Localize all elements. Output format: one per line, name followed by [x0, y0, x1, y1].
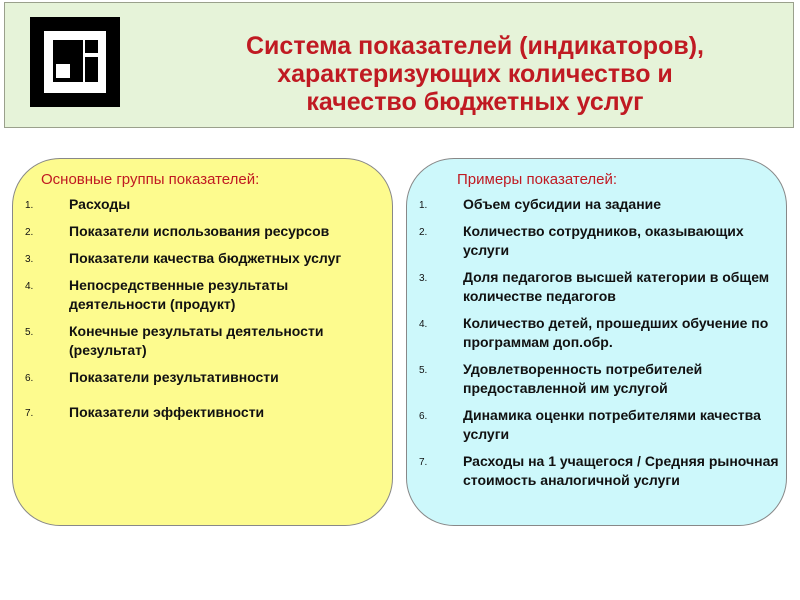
list-item: 2. Количество сотрудников, оказывающих услуги — [419, 223, 744, 258]
main-groups-list — [25, 195, 375, 430]
logo-icon — [30, 17, 120, 107]
header-banner — [4, 2, 794, 128]
main-groups-panel — [12, 158, 393, 526]
examples-panel — [406, 158, 787, 526]
title-line-1: Система показателей (индикаторов), — [246, 32, 704, 60]
list-item: 4. Непосредственные результаты деятельности (продукт) — [25, 277, 289, 312]
list-item: 2. Показатели использования ресурсов — [25, 223, 330, 239]
list-item: 3. Показатели качества бюджетных услуг — [25, 250, 342, 266]
examples-heading: Примеры показателей: — [457, 171, 618, 188]
title-line-2: характеризующих количество и — [277, 60, 673, 88]
page-title — [155, 32, 795, 116]
list-item: 5. Удовлетворенность потребителей предоставленной им услугой — [419, 361, 703, 396]
list-item: 5. Конечные результаты деятельности (результат) — [25, 323, 324, 358]
list-item: 1. Объем субсидии на задание — [419, 196, 662, 212]
main-groups-heading: Основные группы показателей: — [41, 171, 260, 188]
examples-list — [419, 195, 779, 498]
title-line-3: качество бюджетных услуг — [306, 88, 644, 116]
list-item: 6. Показатели результативности — [25, 369, 279, 385]
list-item: 1. Расходы — [25, 196, 131, 212]
list-item: 6. Динамика оценки потребителями качества услуги — [419, 407, 761, 442]
list-item: 3. Доля педагогов высшей категории в общем количестве педагогов — [419, 269, 770, 304]
list-item: 7. Расходы на 1 учащегося / Средняя рыночная стоимость аналогичной услуги — [419, 453, 779, 488]
list-item: 4. Количество детей, прошедших обучение по программам доп.обр. — [419, 315, 769, 350]
list-item: 7. Показатели эффективности — [25, 404, 265, 420]
